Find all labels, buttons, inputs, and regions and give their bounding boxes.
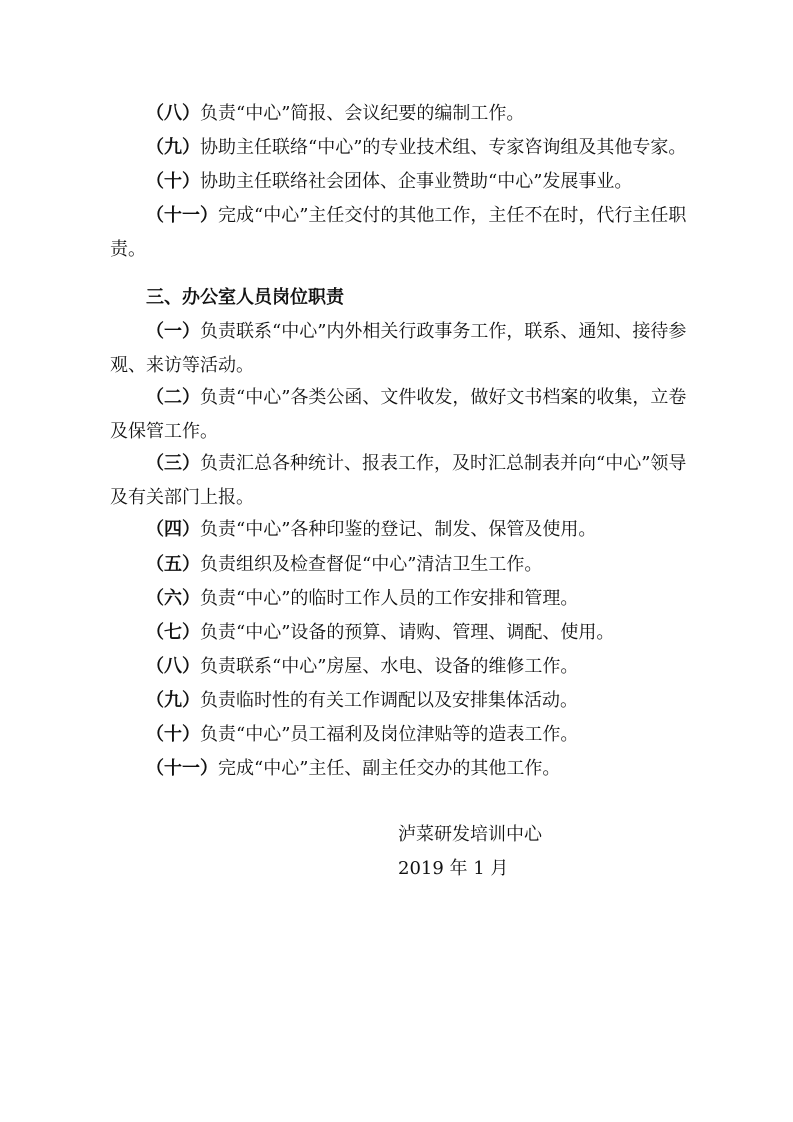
- office-duty-10: [110, 718, 700, 752]
- item-number: （八）: [146, 656, 200, 677]
- item-text: 协助主任联络社会团体、企事业赞助“中心”发展事业。: [200, 171, 633, 192]
- item-text: 负责“中心”的临时工作人员的工作安排和管理。: [200, 588, 579, 609]
- item-text: 负责组织及检查督促“中心”清洁卫生工作。: [200, 554, 543, 575]
- signature-org: 泸菜研发培训中心: [398, 824, 542, 845]
- office-duty-3: [110, 447, 700, 515]
- item-text: 协助主任联络“中心”的专业技术组、专家咨询组及其他专家。: [200, 137, 687, 158]
- item-number: （九）: [146, 137, 200, 158]
- item-number: （二）: [146, 387, 200, 408]
- duty-item-8: [110, 97, 700, 131]
- item-number: （十一）: [146, 205, 218, 226]
- item-number: （十）: [146, 171, 200, 192]
- item-text: 负责“中心”简报、会议纪要的编制工作。: [200, 103, 525, 124]
- item-text: 完成“中心”主任交付的其他工作，主任不在时，代行主任职责。: [110, 205, 687, 260]
- office-duty-1: [110, 315, 700, 383]
- item-number: （十）: [146, 724, 200, 745]
- item-text: 负责“中心”各类公函、文件收发，做好文书档案的收集，立卷及保管工作。: [110, 387, 687, 442]
- item-number: （八）: [146, 103, 200, 124]
- item-number: （四）: [146, 519, 200, 540]
- item-text: 负责汇总各种统计、报表工作，及时汇总制表并向“中心”领导及有关部门上报。: [110, 453, 687, 508]
- office-duty-5: [110, 548, 700, 582]
- duty-item-10: [110, 165, 700, 199]
- item-number: （三）: [146, 453, 200, 474]
- signature-date: 2019 年 1 月: [398, 858, 509, 879]
- office-duty-11: [110, 752, 700, 786]
- office-duty-6: [110, 582, 700, 616]
- item-number: （一）: [146, 321, 200, 342]
- office-duty-8: [110, 650, 700, 684]
- item-text: 负责“中心”员工福利及岗位津贴等的造表工作。: [200, 724, 579, 745]
- item-text: 负责“中心”各种印鉴的登记、制发、保管及使用。: [200, 519, 597, 540]
- item-number: （五）: [146, 554, 200, 575]
- item-text: 完成“中心”主任、副主任交办的其他工作。: [218, 758, 561, 779]
- office-duty-4: [110, 513, 700, 547]
- item-text: 负责联系“中心”房屋、水电、设备的维修工作。: [200, 656, 579, 677]
- item-number: （六）: [146, 588, 200, 609]
- office-duty-2: [110, 381, 700, 449]
- duty-item-11: [110, 199, 700, 267]
- office-duty-7: [110, 616, 700, 650]
- item-text: 负责联系“中心”内外相关行政事务工作，联系、通知、接待参观、来访等活动。: [110, 321, 687, 376]
- item-number: （十一）: [146, 758, 218, 779]
- duty-item-9: [110, 131, 700, 165]
- section-heading: 三、办公室人员岗位职责: [146, 287, 344, 308]
- item-text: 负责“中心”设备的预算、请购、管理、调配、使用。: [200, 622, 615, 643]
- item-number: （七）: [146, 622, 200, 643]
- office-duty-9: [110, 684, 700, 718]
- item-number: （九）: [146, 690, 200, 711]
- item-text: 负责临时性的有关工作调配以及安排集体活动。: [200, 690, 578, 711]
